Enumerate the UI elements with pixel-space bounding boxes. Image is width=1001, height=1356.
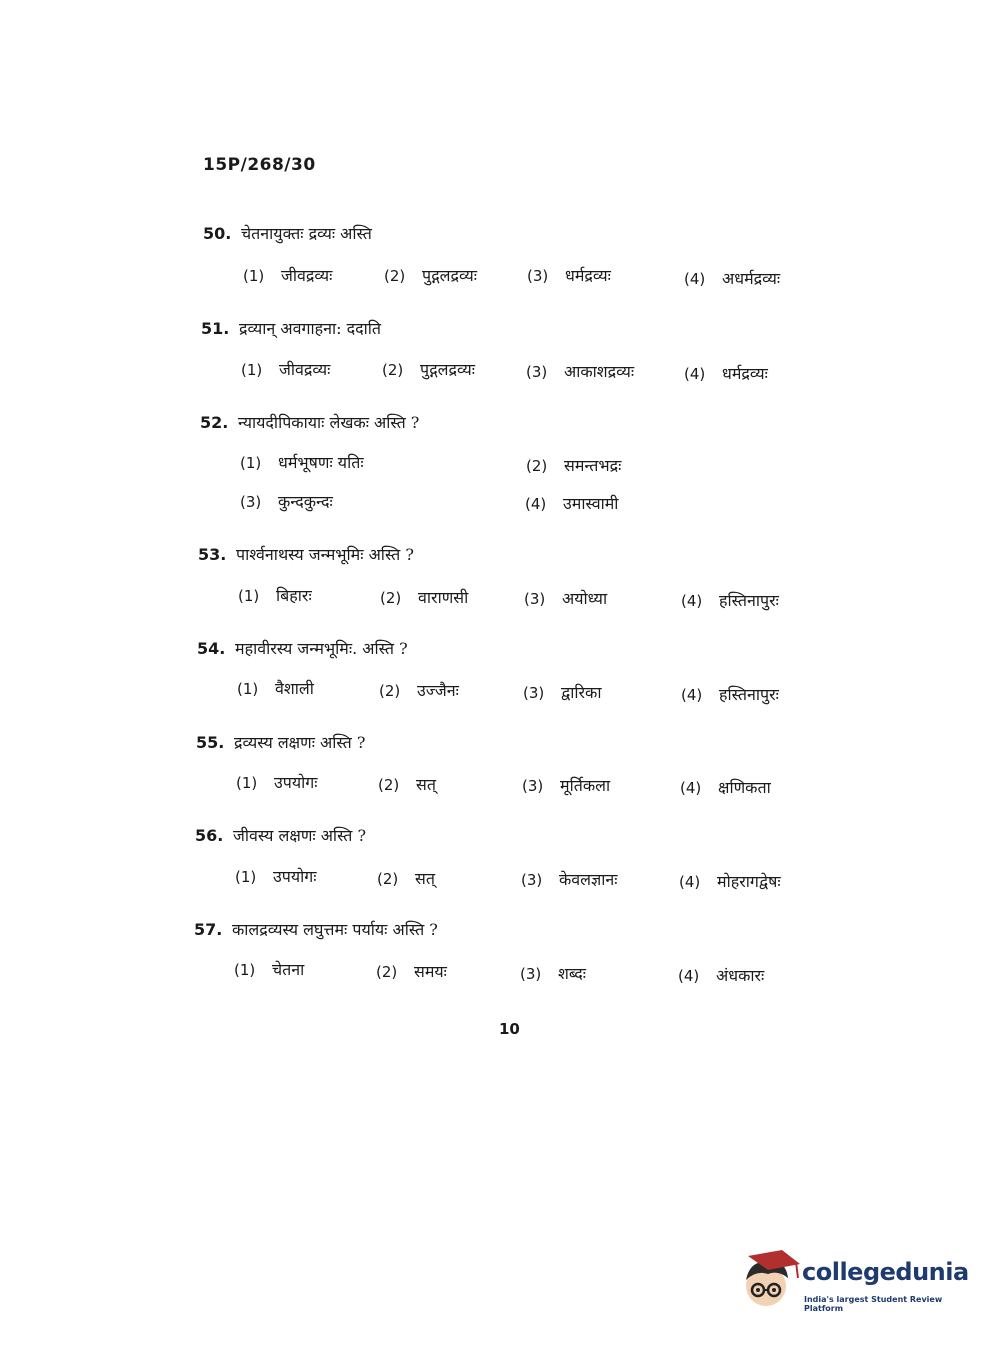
option-text: पुद्गलद्रव्यः (422, 266, 477, 285)
option-text: समयः (414, 962, 447, 981)
option-text: बिहारः (276, 586, 312, 605)
brand-tagline: India's largest Student Review Platform (804, 1295, 943, 1313)
option-text: धर्मद्रव्यः (722, 364, 768, 383)
option-50-2 (384, 264, 477, 286)
option-text: उमास्वामी (563, 494, 619, 513)
question-text: पार्श्वनाथस्य जन्मभूमिः अस्ति ? (236, 545, 414, 564)
option-51-1 (241, 358, 330, 380)
option-text: मोहरागद्वेषः (717, 872, 781, 891)
option-53-2 (380, 586, 468, 608)
option-56-3 (521, 868, 618, 890)
option-number: (4) (680, 779, 702, 797)
option-53-1 (238, 584, 312, 606)
option-54-1 (237, 677, 314, 699)
question-text: महावीरस्य जन्मभूमिः. अस्ति ? (235, 639, 408, 658)
question-text: द्रव्यान् अवगाहना: ददाति (239, 319, 382, 338)
question-number: 51. (201, 319, 230, 338)
option-number: (2) (379, 682, 401, 700)
option-text: द्वारिका (561, 683, 602, 702)
option-53-3 (524, 587, 607, 609)
question-51 (201, 317, 381, 339)
mascot-icon (742, 1250, 802, 1312)
option-54-2 (379, 679, 459, 701)
option-54-3 (523, 681, 601, 703)
brand-name: collegedunia (802, 1258, 969, 1286)
option-number: (3) (240, 493, 262, 511)
option-text: केवलज्ञानः (559, 870, 618, 889)
option-number: (1) (238, 587, 260, 605)
option-text: उपयोगः (273, 867, 317, 886)
option-number: (1) (237, 680, 259, 698)
option-text: पुद्गलद्रव्यः (420, 360, 475, 379)
option-number: (3) (523, 684, 545, 702)
option-57-1 (234, 958, 304, 980)
option-53-4 (681, 589, 779, 611)
option-number: (2) (376, 963, 398, 981)
option-number: (2) (377, 870, 399, 888)
question-text: न्यायदीपिकायाः लेखकः अस्ति ? (238, 413, 420, 432)
option-text: कुन्दकुन्दः (278, 492, 333, 511)
question-number: 57. (194, 920, 223, 939)
question-number: 56. (195, 826, 224, 845)
option-text: क्षणिकता (718, 778, 771, 797)
question-56 (195, 824, 366, 846)
option-number: (2) (380, 589, 402, 607)
question-text: चेतनायुक्तः द्रव्यः अस्ति (241, 224, 372, 243)
question-54 (197, 637, 408, 659)
option-number: (1) (243, 267, 265, 285)
option-number: (4) (684, 270, 706, 288)
question-number: 53. (198, 545, 227, 564)
option-number: (2) (384, 267, 406, 285)
option-51-4 (684, 362, 768, 384)
option-number: (1) (234, 961, 256, 979)
option-number: (3) (522, 777, 544, 795)
option-text: सत् (415, 869, 435, 888)
option-number: (1) (241, 361, 263, 379)
option-number: (4) (681, 686, 703, 704)
option-text: धर्मभूषणः यतिः (278, 453, 364, 472)
option-text: उपयोगः (274, 773, 318, 792)
option-text: अंधकारः (716, 966, 765, 985)
option-number: (1) (240, 454, 262, 472)
question-text: कालद्रव्यस्य लघुत्तमः पर्यायः अस्ति ? (232, 920, 438, 939)
option-text: मूर्तिकला (560, 776, 611, 795)
option-57-2 (376, 960, 447, 982)
option-50-4 (684, 267, 780, 289)
option-text: शब्दः (558, 964, 586, 983)
option-54-4 (681, 683, 779, 705)
option-text: समन्तभद्रः (564, 456, 622, 475)
option-number: (3) (527, 267, 549, 285)
question-number: 54. (197, 639, 226, 658)
question-50 (203, 222, 372, 244)
question-text: जीवस्य लक्षणः अस्ति ? (233, 826, 367, 845)
option-number: (2) (378, 776, 400, 794)
option-text: वैशाली (275, 679, 314, 698)
option-52-4 (525, 492, 618, 514)
question-55 (196, 731, 365, 753)
option-text: चेतना (272, 960, 305, 979)
question-57 (194, 918, 438, 940)
option-50-1 (243, 264, 332, 286)
option-number: (3) (521, 871, 543, 889)
option-number: (4) (679, 873, 701, 891)
option-51-3 (526, 360, 634, 382)
option-52-3 (240, 490, 333, 512)
question-number: 50. (203, 224, 232, 243)
option-56-1 (235, 865, 317, 887)
option-56-4 (679, 870, 781, 892)
option-number: (4) (681, 592, 703, 610)
option-text: जीवद्रव्यः (279, 360, 331, 379)
option-number: (4) (678, 967, 700, 985)
option-55-1 (236, 771, 318, 793)
option-number: (1) (235, 868, 257, 886)
question-53 (198, 543, 414, 565)
option-text: धर्मद्रव्यः (565, 266, 611, 285)
option-text: सत् (416, 775, 436, 794)
option-52-1 (240, 451, 364, 473)
option-number: (3) (526, 363, 548, 381)
paper-code: 15P/268/30 (203, 155, 316, 175)
option-number: (3) (520, 965, 542, 983)
question-number: 55. (196, 733, 225, 752)
option-57-3 (520, 962, 586, 984)
option-text: हस्तिनापुरः (719, 685, 779, 704)
option-text: आकाशद्रव्यः (564, 362, 635, 381)
option-text: हस्तिनापुरः (719, 591, 779, 610)
question-text: द्रव्यस्य लक्षणः अस्ति ? (234, 733, 366, 752)
collegedunia-logo (742, 1250, 972, 1320)
option-number: (3) (524, 590, 546, 608)
question-number: 52. (200, 413, 229, 432)
page-number: 10 (499, 1020, 520, 1038)
option-text: उज्जैनः (417, 681, 459, 700)
option-number: (2) (526, 457, 548, 475)
option-55-3 (522, 774, 610, 796)
option-number: (2) (382, 361, 404, 379)
option-text: अयोध्या (562, 589, 608, 608)
option-text: जीवद्रव्यः (281, 266, 333, 285)
option-text: वाराणसी (418, 588, 469, 607)
option-56-2 (377, 867, 435, 889)
option-50-3 (527, 264, 611, 286)
option-number: (4) (525, 495, 547, 513)
option-57-4 (678, 964, 764, 986)
option-55-4 (680, 776, 771, 798)
option-number: (1) (236, 774, 258, 792)
option-51-2 (382, 358, 475, 380)
option-text: अधर्मद्रव्यः (722, 269, 781, 288)
option-55-2 (378, 773, 436, 795)
option-52-2 (526, 454, 621, 476)
option-number: (4) (684, 365, 706, 383)
question-52 (200, 411, 419, 433)
